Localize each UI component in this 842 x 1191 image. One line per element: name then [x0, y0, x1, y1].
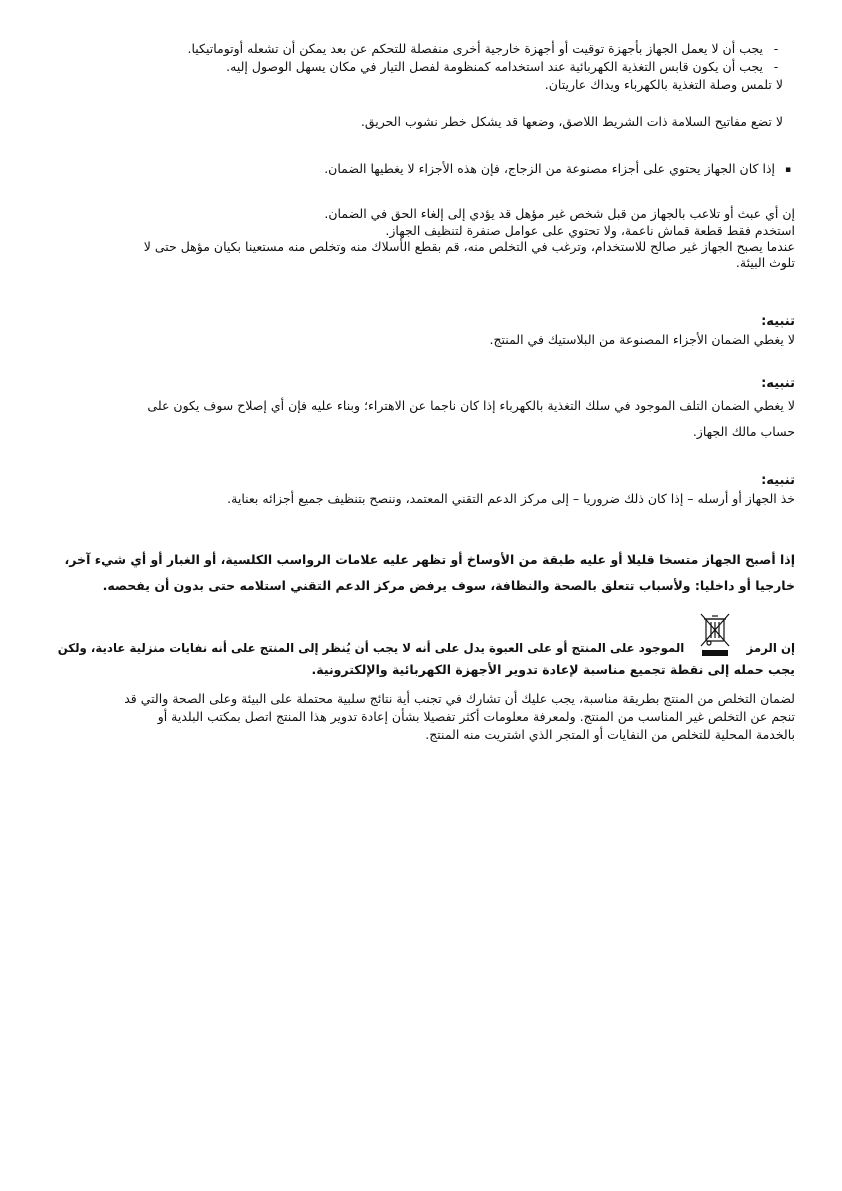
safety-dash-list [47, 40, 795, 94]
warning-text: لا يغطي الضمان الأجزاء المصنوعة من البلاستيك في المنتج. [489, 332, 795, 347]
weee-para-line: تنجم عن التخلص غير المناسب من المنتج. ولمعرفة معلومات أكثر تفصيلا بشأن إعادة تدوير هذا المنتج اتصل بمكتب البلدية أو [157, 709, 795, 724]
crossed-out-wheelie-bin-icon [698, 612, 732, 658]
glass-bullet-block [47, 160, 795, 179]
dash-item-timer: - يجب أن لا يعمل الجهاز بأجهزة توقيت أو أجهزة خارجية أخرى منفصلة للتحكم عن بعد يمكن أن تشعله أوتوماتيكيا. [47, 40, 783, 58]
weee-para-line: لضمان التخلص من المنتج بطريقة مناسبة، يجب عليك أن تشارك في تجنب أية نتائج سلبية محتملة على البيئة وعلى الصحة والتي قد [124, 691, 795, 706]
warning-power-cord [47, 375, 795, 445]
disposal-cable-line-2: تلوث البيئة. [735, 255, 795, 270]
dash-item-plug: - يجب أن يكون قابس التغذية الكهربائية عند استخدامه كمنظومة لفصل التيار في مكان يسهل الوصول إليه. [47, 58, 783, 76]
warning-text: حساب مالك الجهاز. [692, 424, 795, 439]
warning-plastic [47, 313, 795, 349]
weee-line-2: يجب حمله إلى نقطة تجميع مناسبة لإعادة تدوير الأجهزة الكهربائية والإلكترونية. [311, 662, 795, 677]
weee-prefix: إن الرمز [746, 641, 795, 655]
tamper-text: إن أي عبث أو تلاعب بالجهاز من قبل شخص غير مؤهل قد يؤدي إلى إلغاء الحق في الضمان. [324, 206, 795, 221]
warning-title: تنبيه: [761, 314, 795, 329]
no-touch-text: لا تلمس وصلة التغذية بالكهرباء ويداك عاريتان. [544, 77, 783, 92]
warning-service-center [47, 472, 795, 508]
tape-warning-text: لا تضع مفاتيح السلامة ذات الشريط اللاصق، وضعها قد يشكل خطر نشوب الحريق. [360, 114, 783, 129]
disposal-cable-line-1: عندما يصبح الجهاز غير صالح للاستخدام، وترغب في التخلص منه، قم بقطع الأسلاك منه وتخلص منه مستعينا بكيان مؤهل حتى لا [143, 239, 795, 254]
weee-para-line: بالخدمة المحلية للتخلص من النفايات أو المتجر الذي اشتريت منه المنتج. [425, 727, 795, 742]
hygiene-paragraph [47, 547, 795, 599]
hygiene-line-1: إذا أصبح الجهاز متسخا قليلا أو عليه طبقة من الأوساخ أو تظهر عليه علامات الرواسب الكلسية، أو الغبار أو أي شيء آخر، [64, 552, 795, 567]
tape-warning-block [47, 113, 795, 131]
weee-suffix: الموجود على المنتج أو على العبوة يدل على أنه لا يجب أن يُنظر إلى المنتج على أنه نفايات منزلية عادية، ولكن [57, 641, 685, 655]
warning-title: تنبيه: [761, 473, 795, 488]
weee-disposal-paragraph [47, 690, 795, 744]
glass-bullet-item: ▪ إذا كان الجهاز يحتوي على أجزاء مصنوعة من الزجاج، فإن هذه الأجزاء لا يغطيها الضمان. [47, 160, 795, 179]
weee-section [47, 612, 795, 679]
cleaning-cloth-text: استخدم فقط قطعة قماش ناعمة، ولا تحتوي على عوامل صنفرة لتنظيف الجهاز. [385, 223, 795, 238]
hygiene-line-2: خارجيا أو داخليا: ولأسباب تتعلق بالصحة والنظافة، سوف يرفض مركز الدعم التقني استلامه حتى بدون أن يفحصه. [102, 578, 795, 593]
warning-text: خذ الجهاز أو أرسله – إذا كان ذلك ضروريا – إلى مركز الدعم التقني المعتمد، وننصح بتنظيف جميع أجزائه بعناية. [227, 491, 795, 506]
tamper-block [47, 205, 795, 271]
warning-text: لا يغطي الضمان التلف الموجود في سلك التغذية بالكهرباء إذا كان ناجما عن الاهتراء؛ وبناء عليه فإن أي إصلاح سوف يكون على [147, 398, 795, 413]
warning-title: تنبيه: [761, 376, 795, 391]
